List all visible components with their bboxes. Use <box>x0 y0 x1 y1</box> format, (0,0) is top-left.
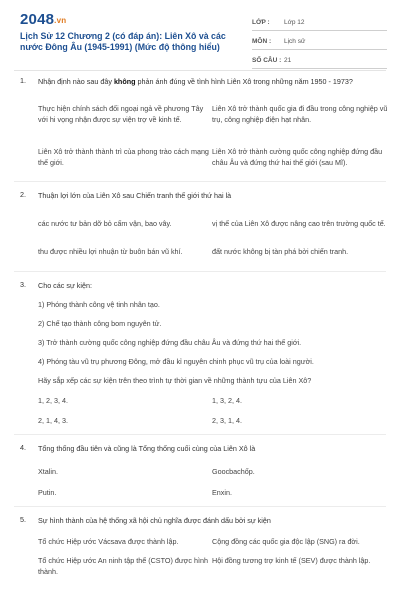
option-a[interactable]: 1, 2, 3, 4. <box>38 396 68 405</box>
statement-2: 2) Chế tạo thành công bom nguyên tử. <box>38 319 162 328</box>
option-c[interactable]: thu được nhiều lợi nhuận từ buôn bán vũ khí. <box>38 246 183 256</box>
logo-main: 2048 <box>20 11 55 28</box>
question-number: 1. <box>20 76 26 85</box>
meta-subject-row <box>252 33 387 50</box>
question-text-emphasis: không <box>113 77 136 86</box>
question-text: Tổng thống đầu tiên và cũng là Tổng thống cuối cùng của Liên Xô là <box>38 444 256 453</box>
option-d[interactable]: đất nước không bị tàn phá bởi chiến tranh. <box>212 246 349 256</box>
meta-count-row <box>252 52 387 69</box>
meta-class-value: Lớp 12 <box>284 18 305 26</box>
option-c[interactable]: Putin. <box>38 488 57 497</box>
document-title: Lịch Sử 12 Chương 2 (có đáp án): Liên Xô và các nước Đông Âu (1945-1991) (Mức độ thông hiểu) <box>20 31 226 52</box>
meta-count-label: SỐ CÂU : <box>252 56 282 64</box>
option-b[interactable]: Liên Xô trở thành quốc gia đi đầu trong công nghiệp vũ trụ, công nghiệp điện hạt nhân. <box>212 103 388 124</box>
option-a[interactable]: Thực hiện chính sách đối ngoại ngả về phương Tây với hi vọng nhận được sự viện trợ về kinh tế. <box>38 103 204 124</box>
option-c[interactable]: Tổ chức Hiệp ước An ninh tập thể (CSTO) được hình thành. <box>38 556 208 576</box>
option-a[interactable]: Tổ chức Hiệp ước Vácsava được thành lập. <box>38 537 179 546</box>
question-number: 3. <box>20 280 26 289</box>
question-divider <box>14 271 386 272</box>
option-d[interactable]: 2, 3, 1, 4. <box>212 416 242 425</box>
question-text: Sự hình thành của hệ thống xã hội chủ nghĩa được đánh dấu bởi sự kiện <box>38 516 271 525</box>
question-text <box>38 76 384 87</box>
option-grid <box>38 466 384 498</box>
option-grid <box>38 97 388 173</box>
question-2 <box>0 190 400 263</box>
question-text: Cho các sự kiện: <box>38 281 92 290</box>
logo-suffix: .vn <box>54 16 67 25</box>
option-b[interactable]: Goocbachốp. <box>212 467 255 476</box>
question-divider <box>14 181 386 182</box>
option-d[interactable]: Liên Xô trở thành cường quốc công nghiệp đứng đầu châu Âu và đứng thứ hai thế giới (sau Mĩ). <box>212 146 383 167</box>
option-b[interactable]: 1, 3, 2, 4. <box>212 396 242 405</box>
option-d[interactable]: Hội đồng tương trợ kinh tế (SEV) được thành lập. <box>212 556 371 565</box>
option-d[interactable]: Enxin. <box>212 488 232 497</box>
option-grid <box>38 536 384 577</box>
statement-prompt: Hãy sắp xếp các sự kiện trên theo trình tự thời gian về những thành tựu của Liên Xô? <box>38 376 312 385</box>
question-number: 2. <box>20 190 26 199</box>
question-5 <box>0 515 400 577</box>
question-number: 4. <box>20 443 26 452</box>
option-a[interactable]: Xtalin. <box>38 467 58 476</box>
statement-3: 3) Trở thành cường quốc công nghiệp đứng đầu châu Âu và đứng thứ hai thế giới. <box>38 338 302 347</box>
document-meta <box>252 14 387 69</box>
question-list <box>0 76 400 577</box>
question-text: Thuận lợi lớn của Liên Xô sau Chiến tranh thế giới thứ hai là <box>38 191 232 200</box>
question-4 <box>0 443 400 498</box>
question-text-part: Nhận định nào sau đây <box>38 77 114 86</box>
meta-class-label: LỚP : <box>252 18 270 26</box>
statement-4: 4) Phóng tàu vũ trụ phương Đông, mở đầu kỉ nguyên chinh phục vũ trụ của loài người. <box>38 357 314 366</box>
option-b[interactable]: Cộng đồng các quốc gia độc lập (SNG) ra đời. <box>212 537 360 546</box>
option-a[interactable]: các nước tư bản dỡ bỏ cấm vận, bao vây. <box>38 218 172 228</box>
meta-count-value: 21 <box>284 56 292 64</box>
option-c[interactable]: Liên Xô trở thành thành trì của phong trào cách mạng thế giới. <box>38 146 209 167</box>
question-divider <box>14 434 386 435</box>
header-divider <box>14 70 386 71</box>
question-text-part: phản ánh đúng về tình hình Liên Xô trong những năm 1950 - 1973? <box>135 77 353 86</box>
statement-1: 1) Phóng thành công vệ tinh nhân tạo. <box>38 300 160 309</box>
meta-subject-label: MÔN : <box>252 37 272 45</box>
site-logo[interactable] <box>20 11 66 28</box>
option-grid <box>38 211 384 263</box>
meta-subject-value: Lịch sử <box>284 37 306 45</box>
question-3 <box>0 280 400 426</box>
meta-class-row <box>252 14 387 31</box>
option-grid <box>38 395 384 426</box>
question-divider <box>14 506 386 507</box>
question-1 <box>0 76 400 173</box>
page-header <box>0 0 400 68</box>
option-b[interactable]: vị thế của Liên Xô được nâng cao trên trường quốc tế. <box>212 218 386 228</box>
question-number: 5. <box>20 515 26 524</box>
option-c[interactable]: 2, 1, 4, 3. <box>38 416 68 425</box>
